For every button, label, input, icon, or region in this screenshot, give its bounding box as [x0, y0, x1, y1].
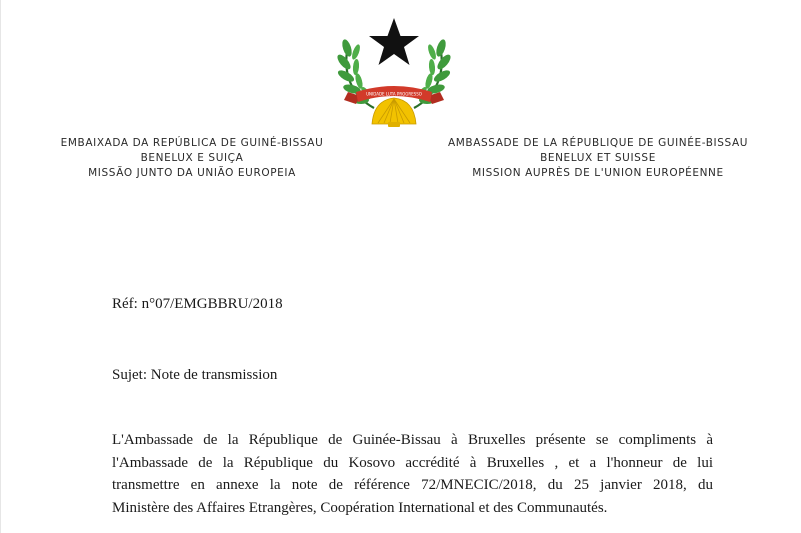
header-left-line-3: MISSÃO JUNTO DA UNIÃO EUROPEIA — [88, 167, 296, 179]
body-line-2: l'Ambassade de la République du Kosovo accrédité à Bruxelles , et a l'honneur de lui — [112, 454, 713, 471]
subject-line: Sujet: Note de transmission — [112, 367, 278, 383]
coat-of-arms-emblem — [334, 12, 454, 130]
header-left-line-2: BENELUX E SUIÇA — [140, 152, 244, 164]
header-right-line-1: AMBASSADE DE LA RÉPUBLIQUE DE GUINÉE-BISSAU — [447, 137, 749, 149]
reference-number: Réf: n°07/EMGBBRU/2018 — [112, 296, 283, 312]
header-right-line-3: MISSION AUPRÈS DE L'UNION EUROPÉENNE — [472, 167, 724, 179]
body-line-3: transmettre en annexe la note de référence 72/MNECIC/2018, du 25 janvier 2018, du — [112, 477, 713, 493]
body-paragraph — [112, 429, 713, 519]
black-star-icon — [369, 18, 419, 65]
header-right-line-2: BENELUX ET SUISSE — [540, 152, 656, 164]
body-line-1: L'Ambassade de la République de Guinée-Bissau à Bruxelles présente se compliments à — [112, 432, 713, 448]
header-left-line-1: EMBAIXADA DA REPÚBLICA DE GUINÉ-BISSAU — [60, 137, 324, 149]
header-portuguese — [36, 136, 348, 181]
header-french — [424, 136, 772, 181]
ribbon-text: UNIDADE LUTA PROGRESSO — [366, 91, 422, 97]
body-line-4: Ministère des Affaires Etrangères, Coopération International et des Communautés. — [112, 499, 608, 516]
scallop-shell-icon — [372, 98, 416, 127]
